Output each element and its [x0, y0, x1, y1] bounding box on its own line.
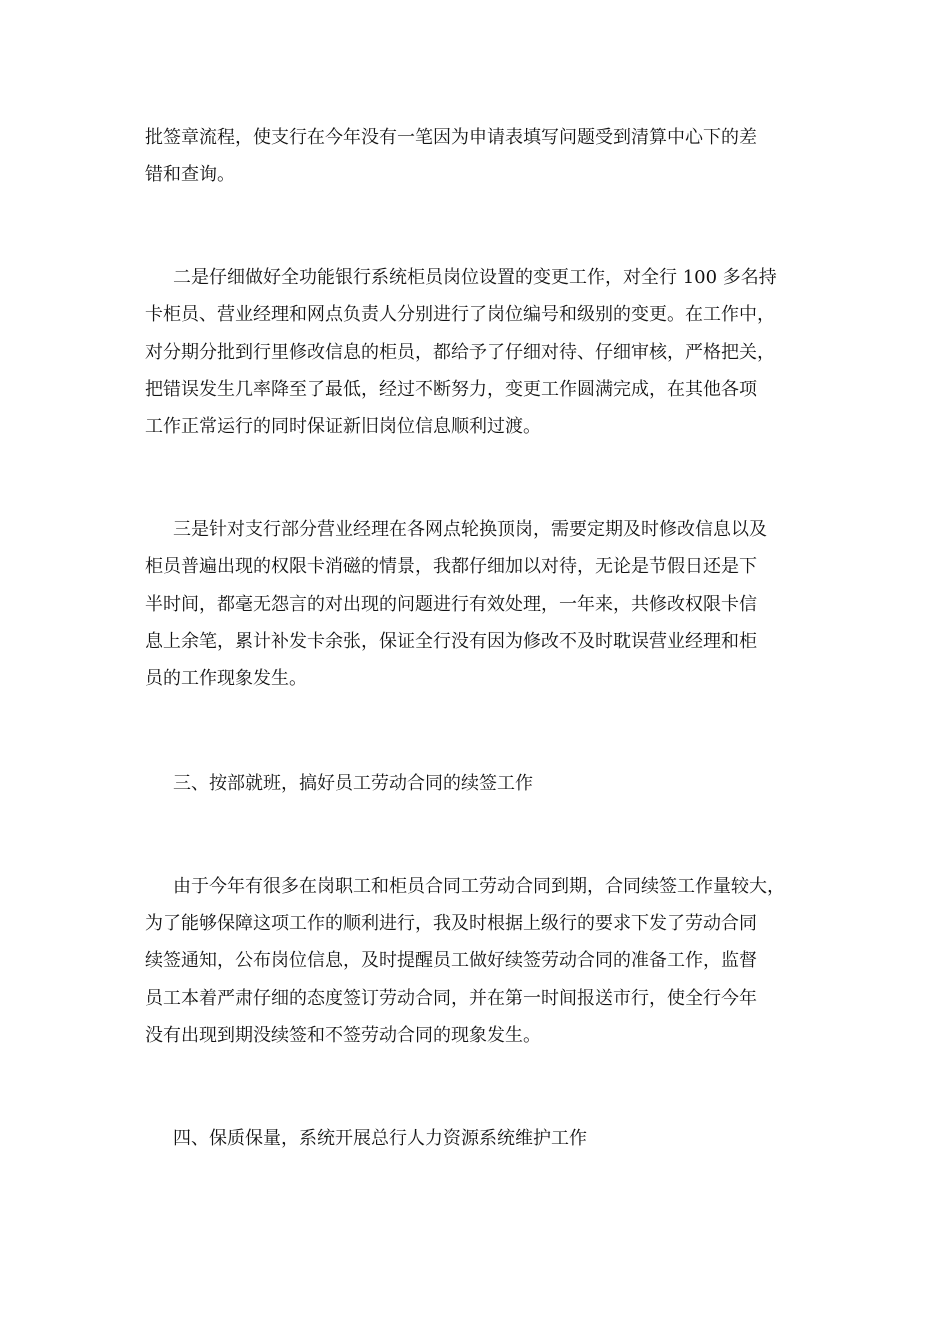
paragraph-5-line-2: 为了能够保障这项工作的顺利进行，我及时根据上级行的要求下发了劳动合同: [145, 913, 757, 934]
paragraph-3-line-5: 员的工作现象发生。: [145, 668, 307, 689]
section-heading-4: 四、保质保量，系统开展总行人力资源系统维护工作: [173, 1128, 587, 1149]
paragraph-2-line-1: 二是仔细做好全功能银行系统柜员岗位设置的变更工作，对全行 100 多名持: [173, 267, 777, 288]
paragraph-2-line-4: 把错误发生几率降至了最低，经过不断努力，变更工作圆满完成，在其他各项: [145, 379, 757, 400]
paragraph-2-line-2: 卡柜员、营业经理和网点负责人分别进行了岗位编号和级别的变更。在工作中，: [145, 304, 775, 325]
paragraph-2-line-5: 工作正常运行的同时保证新旧岗位信息顺利过渡。: [145, 416, 541, 437]
paragraph-2-line-3: 对分期分批到行里修改信息的柜员，都给予了仔细对待、仔细审核，严格把关，: [145, 342, 775, 363]
paragraph-5-line-5: 没有出现到期没续签和不签劳动合同的现象发生。: [145, 1025, 541, 1046]
paragraph-3-line-3: 半时间，都毫无怨言的对出现的问题进行有效处理，一年来，共修改权限卡信: [145, 594, 757, 615]
paragraph-3-line-2: 柜员普遍出现的权限卡消磁的情景，我都仔细加以对待，无论是节假日还是下: [145, 556, 757, 577]
paragraph-1-line-1: 批签章流程，使支行在今年没有一笔因为申请表填写问题受到清算中心下的差: [145, 127, 757, 148]
paragraph-5-line-1: 由于今年有很多在岗职工和柜员合同工劳动合同到期，合同续签工作量较大，: [173, 876, 785, 897]
paragraph-3-line-1: 三是针对支行部分营业经理在各网点轮换顶岗，需要定期及时修改信息以及: [173, 519, 767, 540]
paragraph-1-line-2: 错和查询。: [145, 164, 235, 185]
paragraph-5-line-4: 员工本着严肃仔细的态度签订劳动合同，并在第一时间报送市行，使全行今年: [145, 988, 757, 1009]
paragraph-5-line-3: 续签通知，公布岗位信息，及时提醒员工做好续签劳动合同的准备工作，监督: [145, 950, 757, 971]
section-heading-3: 三、按部就班，搞好员工劳动合同的续签工作: [173, 773, 533, 794]
paragraph-3-line-4: 息上余笔，累计补发卡余张，保证全行没有因为修改不及时耽误营业经理和柜: [145, 631, 757, 652]
